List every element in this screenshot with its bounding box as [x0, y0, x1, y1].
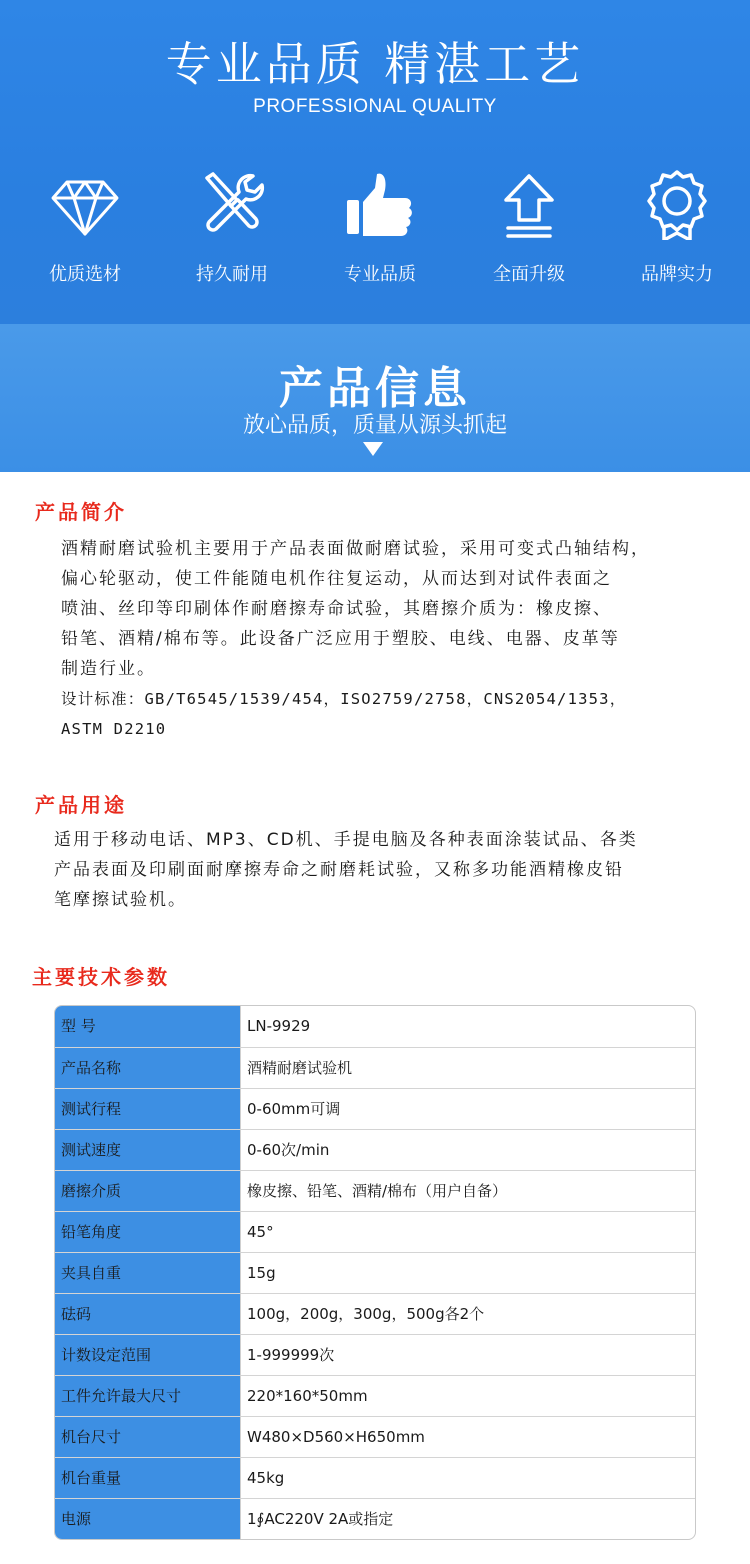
- spec-value: 45°: [247, 1223, 274, 1241]
- banner-title: 专业品质 精湛工艺: [165, 37, 585, 91]
- intro-paragraph: [61, 534, 741, 744]
- table-row: [55, 1334, 695, 1375]
- table-row: [55, 1293, 695, 1334]
- table-row: [55, 1457, 695, 1498]
- quality-banner: [0, 0, 750, 324]
- table-row: [55, 1252, 695, 1293]
- usage-heading: 产品用途: [35, 793, 127, 817]
- spec-key: 磨擦介质: [55, 1171, 241, 1211]
- spec-value: 15g: [247, 1264, 276, 1282]
- feature-item-upgrade: [459, 170, 599, 300]
- badge-icon: [642, 170, 712, 240]
- diamond-icon: [50, 170, 120, 240]
- intro-line: 制造行业。: [61, 659, 156, 679]
- feature-label: 持久耐用: [196, 264, 268, 285]
- usage-line: 笔摩擦试验机。: [54, 890, 187, 910]
- spec-value: 1∮AC220V 2A或指定: [247, 1510, 394, 1528]
- table-row: [55, 1170, 695, 1211]
- intro-line: 喷油、丝印等印刷体作耐磨擦寿命试验，其磨擦介质为：橡皮擦、: [61, 599, 612, 619]
- product-info-header: [0, 324, 750, 472]
- feature-item-brand: [607, 170, 747, 300]
- tools-icon: [197, 170, 267, 240]
- specs-heading: 主要技术参数: [32, 965, 170, 989]
- feature-label: 全面升级: [493, 264, 565, 285]
- intro-heading: 产品简介: [35, 500, 127, 524]
- feature-list: [0, 170, 750, 300]
- table-row: [55, 1047, 695, 1088]
- spec-key: 夹具自重: [55, 1253, 241, 1293]
- spec-value: LN-9929: [247, 1017, 311, 1035]
- feature-item-durable: [162, 170, 302, 300]
- spec-table: [54, 1005, 696, 1540]
- spec-key: 电源: [55, 1499, 241, 1539]
- spec-key: 机台尺寸: [55, 1417, 241, 1457]
- spec-key: 计数设定范围: [55, 1335, 241, 1375]
- spec-value: 0-60次/min: [247, 1141, 330, 1159]
- feature-label: 品牌实力: [641, 264, 713, 285]
- table-row: [55, 1211, 695, 1252]
- spec-value: 1-999999次: [247, 1346, 335, 1364]
- spec-key: 机台重量: [55, 1458, 241, 1498]
- spec-value: 0-60mm可调: [247, 1100, 341, 1118]
- feature-label: 优质选材: [49, 264, 121, 285]
- table-row: [55, 1129, 695, 1170]
- spec-key: 测试行程: [55, 1089, 241, 1129]
- spec-key: 工件允许最大尺寸: [55, 1376, 241, 1416]
- banner-subtitle: PROFESSIONAL QUALITY: [253, 96, 497, 117]
- thumbs-up-icon: [345, 170, 415, 240]
- design-standard-line: 设计标准：GB/T6545/1539/454，ISO2759/2758，CNS2054/1353，: [61, 690, 627, 708]
- upgrade-arrow-icon: [494, 170, 564, 240]
- table-row: [55, 1416, 695, 1457]
- intro-line: 偏心轮驱动，使工件能随电机作往复运动，从而达到对试件表面之: [61, 569, 612, 589]
- spec-value: 橡皮擦、铅笔、酒精/棉布（用户自备）: [247, 1182, 508, 1200]
- feature-item-material: [15, 170, 155, 300]
- table-row: [55, 1498, 695, 1539]
- spec-value: 45kg: [247, 1469, 285, 1487]
- spec-key: 型 号: [55, 1006, 241, 1047]
- spec-key: 铅笔角度: [55, 1212, 241, 1252]
- feature-label: 专业品质: [344, 264, 416, 285]
- table-row: [55, 1375, 695, 1416]
- intro-line: 酒精耐磨试验机主要用于产品表面做耐磨试验，采用可变式凸轴结构，: [61, 539, 650, 559]
- spec-key: 产品名称: [55, 1048, 241, 1088]
- spec-value: 220*160*50mm: [247, 1387, 368, 1405]
- usage-line: 适用于移动电话、MP3、CD机、手提电脑及各种表面涂装试品、各类: [54, 830, 638, 850]
- usage-line: 产品表面及印刷面耐摩擦寿命之耐磨耗试验，又称多功能酒精橡皮铅: [54, 860, 624, 880]
- spec-value: W480×D560×H650mm: [247, 1428, 425, 1446]
- intro-line: 铅笔、酒精/棉布等。此设备广泛应用于塑胶、电线、电器、皮革等: [61, 629, 620, 649]
- section-subtitle: 放心品质，质量从源头抓起: [242, 413, 507, 438]
- feature-item-quality: [310, 170, 450, 300]
- down-arrow-icon: [363, 442, 383, 456]
- spec-value: 100g，200g，300g，500g各2个: [247, 1305, 485, 1323]
- spec-key: 砝码: [55, 1294, 241, 1334]
- table-row: [55, 1088, 695, 1129]
- section-title: 产品信息: [279, 363, 471, 414]
- spec-key: 测试速度: [55, 1130, 241, 1170]
- spec-value: 酒精耐磨试验机: [247, 1059, 353, 1077]
- design-standard-line: ASTM D2210: [61, 720, 167, 738]
- usage-paragraph: [54, 825, 744, 915]
- table-row: [55, 1006, 695, 1047]
